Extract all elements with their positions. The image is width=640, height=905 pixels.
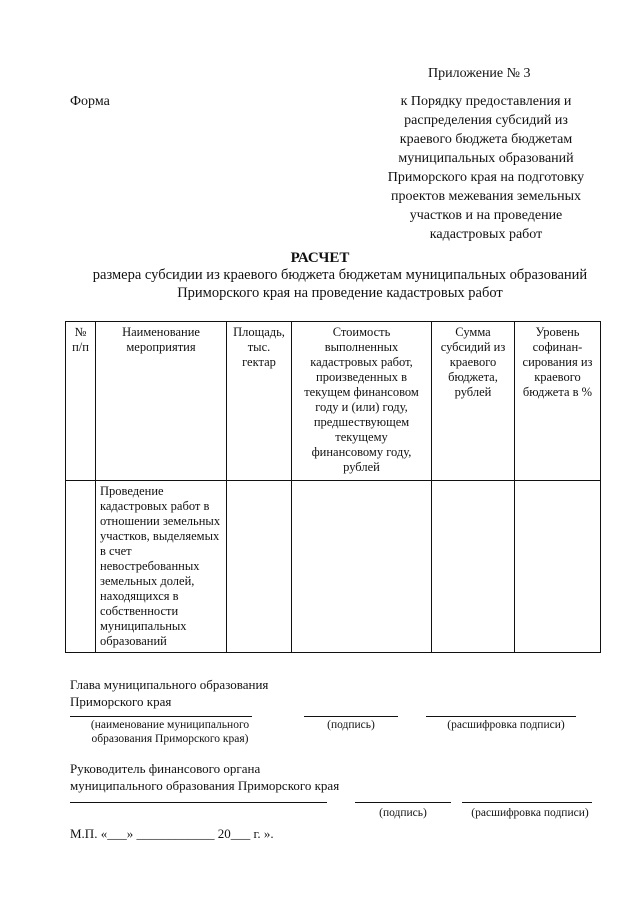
cell-area: [227, 481, 292, 653]
finance-decode-line: [462, 802, 592, 803]
cell-cofinancing: [515, 481, 601, 653]
finance-sign-caption: (подпись): [379, 807, 427, 819]
column-header-cost: Стоимость выполненных кадастровых работ, произведенных в текущем финансовом году и (или) году, предшествующем текущему финансовому году, рублей: [292, 322, 432, 481]
column-header-area: Площадь, тыс. гектар: [227, 322, 292, 481]
appendix-ref-line: краевого бюджета бюджетам: [399, 132, 573, 147]
head-name-caption: (наименование муниципального образования Приморского края): [90, 719, 250, 745]
column-header-subsidy: Сумма субсидий из краевого бюджета, рублей: [432, 322, 515, 481]
column-header-number: № п/п: [66, 322, 96, 481]
subtitle-line: размера субсидии из краевого бюджета бюджетам муниципальных образований: [92, 267, 588, 283]
table-header-row: [66, 322, 601, 481]
head-sign-line: [304, 716, 398, 717]
head-title-line: Глава муниципального образования: [70, 677, 269, 692]
column-header-cofinancing: Уровень софинан- сирования из краевого бюджета в %: [515, 322, 601, 481]
cell-number: [66, 481, 96, 653]
appendix-ref-line: проектов межевания земельных: [391, 189, 581, 204]
form-label: Форма: [70, 94, 110, 109]
appendix-ref-line: кадастровых работ: [429, 227, 543, 242]
head-title-line: Приморского края: [70, 694, 172, 709]
head-decode-caption: (расшифровка подписи): [447, 719, 565, 731]
finance-sign-line: [355, 802, 451, 803]
appendix-ref-line: участков и на проведение: [409, 208, 563, 223]
cell-cost: [292, 481, 432, 653]
column-header-name: Наименование мероприятия: [96, 322, 227, 481]
appendix-reference: [370, 92, 602, 244]
head-decode-line: [426, 716, 576, 717]
appendix-ref-line: распределения субсидий из: [404, 113, 568, 128]
finance-title-line: Руководитель финансового органа: [70, 761, 261, 776]
finance-decode-caption: (расшифровка подписи): [471, 807, 589, 819]
subtitle-line: Приморского края на проведение кадастровых работ: [177, 285, 503, 301]
document-subtitle: [40, 266, 640, 302]
stamp-date-line: М.П. «___» ____________ 20___ г. ».: [70, 826, 274, 841]
cell-subsidy: [432, 481, 515, 653]
finance-name-line: [70, 802, 327, 803]
appendix-ref-line: муниципальных образований: [398, 151, 574, 166]
cell-activity-name: Проведение кадастровых работ в отношении земельных участков, выделяемых в счет невостребованных земельных долей, находящихся в собственности муниципальных образований: [96, 481, 227, 653]
calculation-table: [65, 321, 601, 653]
appendix-title: Приложение № 3: [428, 66, 531, 81]
document-title: РАСЧЕТ: [290, 250, 350, 266]
finance-title-line: муниципального образования Приморского края: [70, 778, 340, 793]
head-sign-caption: (подпись): [327, 719, 375, 731]
appendix-ref-line: к Порядку предоставления и: [400, 94, 572, 109]
head-signature-title: [70, 676, 268, 710]
head-name-line: [70, 716, 252, 717]
finance-signature-title: [70, 760, 339, 794]
appendix-ref-line: Приморского края на подготовку: [387, 170, 585, 185]
table-row: [66, 481, 601, 653]
